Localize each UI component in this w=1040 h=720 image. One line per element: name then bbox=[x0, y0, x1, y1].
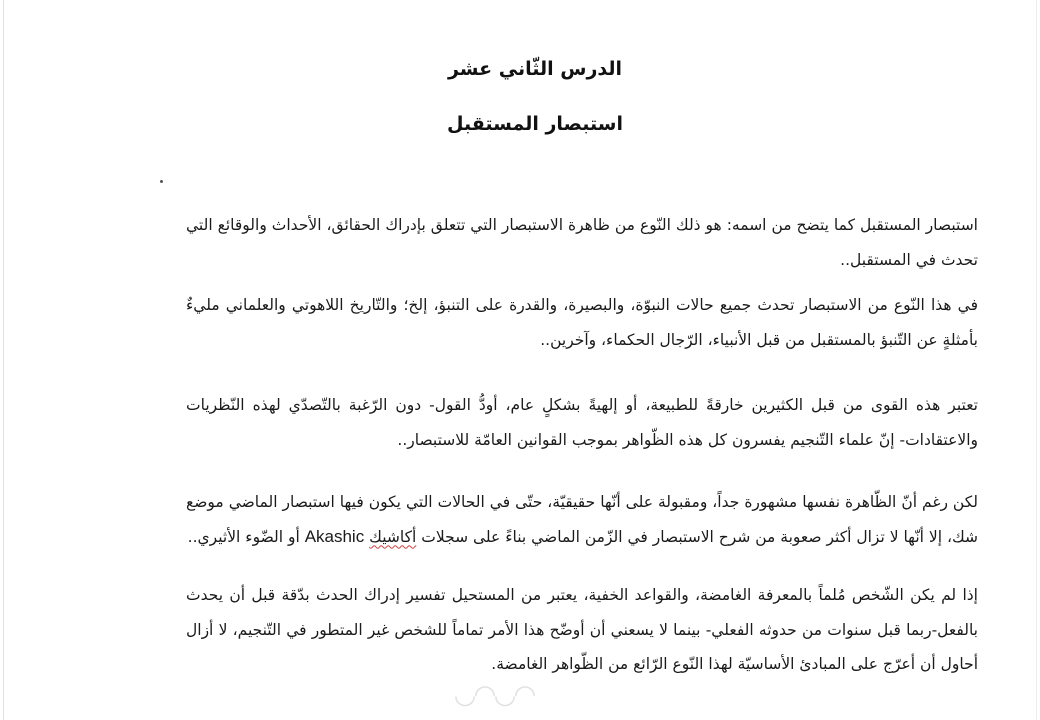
lesson-title-heading: استبصار المستقبل bbox=[447, 113, 623, 135]
watermark-logo: ◠◡◠◡ bbox=[455, 680, 535, 710]
paragraph-supernatural: تعتبر هذه القوى من قبل الكثيرين خارقةً للطبيعة، أو إلهيةً بشكلٍ عام، أودُّ القول- دون الرّغبة بالتّصدّي لهذه النّظريات والاعتقادات- إنّ علماء التّنجيم يفسرون كل هذه الظّواهر بموجب القوانين العامّة للاستبصار.. bbox=[186, 396, 978, 449]
paragraph-akashic bbox=[186, 485, 978, 554]
paragraph-occult-knowledge: إذا لم يكن الشّخص مُلماً بالمعرفة الغامضة، والقواعد الخفية، يعتبر من المستحيل تفسير إدراك الحدث بدّقة قبل أن يحدث بالفعل-ربما قبل سنوات من حدوثه الفعلي- بينما لا يسعني أن أوضّح هذا الأمر تماماً للشخص غير المتطور في التّنجيم، لا أزال أحاول أن أعرّج على المبادئ الأساسيّة لهذا النّوع الرّائع من الظّواهر الغامضة. bbox=[186, 586, 978, 673]
page-left-border bbox=[3, 0, 4, 720]
page-right-border bbox=[1036, 0, 1037, 720]
paragraph-akashic-end: أو الضّوء الأثيري.. bbox=[187, 527, 305, 546]
akashic-latin-word: Akashic bbox=[304, 526, 365, 546]
stray-dot bbox=[160, 180, 163, 183]
paragraph-prophecy: في هذا النّوع من الاستبصار تحدث جميع حالات النبوّة، والبصيرة، والقدرة على التنبؤ، إلخ؛ والتّاريخ اللاهوتي والعلماني مليءٌ بأمثلةٍ عن التّنبؤ بالمستقبل من قبل الأنبياء، الرّجال الحكماء، وآخرين.. bbox=[186, 296, 978, 349]
paragraph-akashic-text: لكن رغم أنّ الظّاهرة نفسها مشهورة جداً، ومقبولة على أنّها حقيقيّة، حتّى في الحالات التي يكون فيها استبصار الماضي موضع شك، إلا أنّها لا تزال أكثر صعوبة من شرح الاستبصار في الزّمن الماضي بناءً على سجلات bbox=[186, 493, 978, 546]
lesson-number-heading: الدرس الثّاني عشر bbox=[447, 58, 623, 80]
paragraph-definition: استبصار المستقبل كما يتضح من اسمه: هو ذلك النّوع من ظاهرة الاستبصار التي تتعلق بإدراك الحقائق، الأحداث والوقائع التي تحدث في المستقبل.. bbox=[186, 216, 978, 269]
akashic-arabic-word: أكاشيك bbox=[369, 527, 417, 546]
